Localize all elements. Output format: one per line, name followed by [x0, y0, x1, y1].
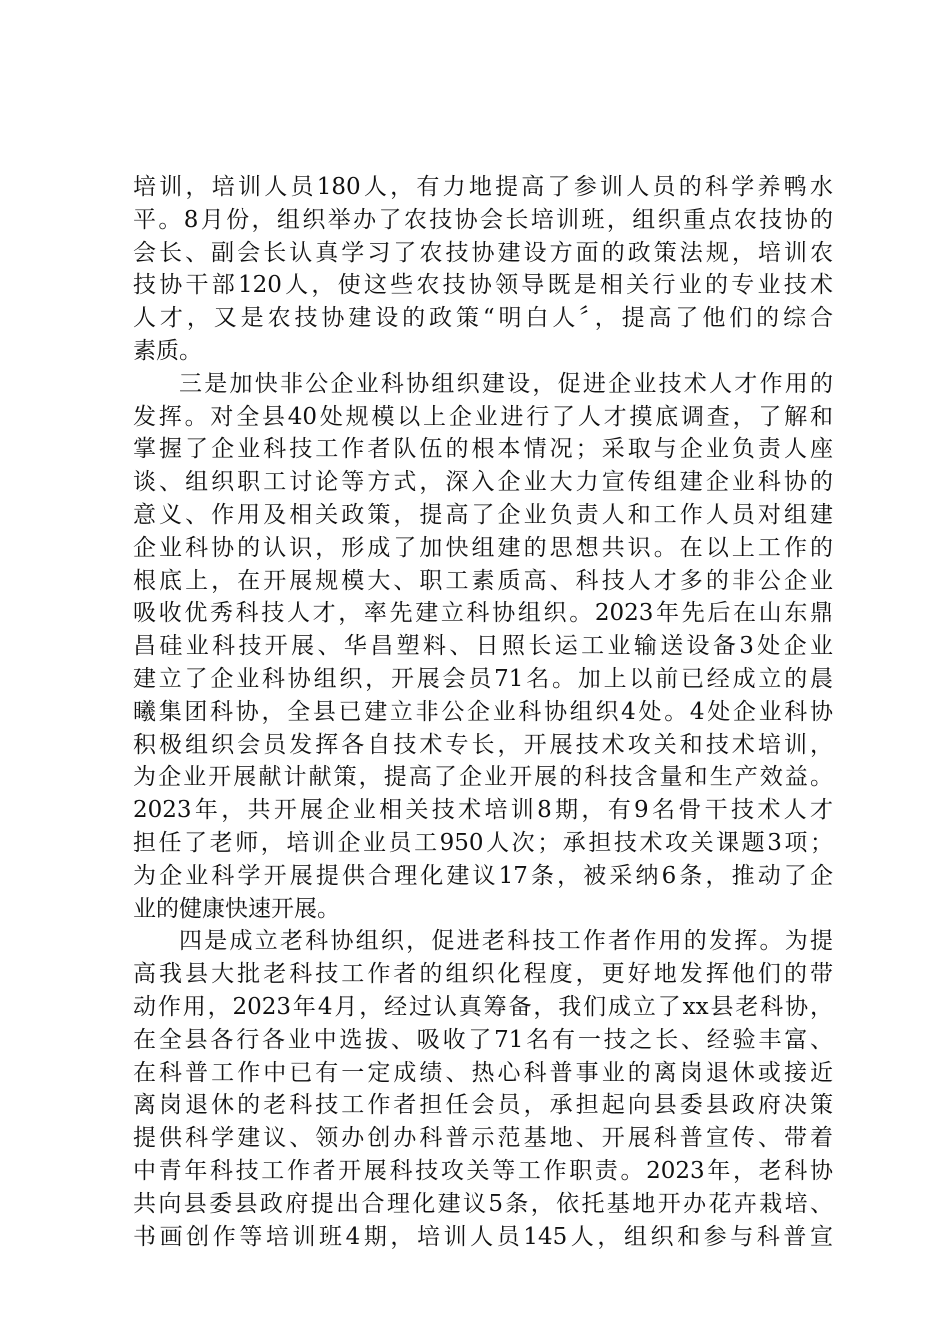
- text-line: 书画创作等培训班4期，培训人员145人，组织和参与科普宣: [133, 1223, 833, 1250]
- text-line: 动作用，2023年4月，经过认真筹备，我们成立了xx县老科协，: [133, 993, 833, 1020]
- paragraph: [133, 368, 833, 926]
- paragraph: [133, 925, 833, 1253]
- text-line: 昌硅业科技开展、华昌塑料、日照长运工业输送设备3处企业: [133, 633, 833, 660]
- text-line: 三是加快非公企业科协组织建设，促进企业技术人才作用的: [179, 370, 833, 397]
- body-text: [133, 171, 833, 1253]
- text-line: 为企业开展献计献策，提高了企业开展的科技含量和生产效益。: [133, 764, 833, 791]
- text-line: 掌握了企业科技工作者队伍的根本情况；采取与企业负责人座: [133, 436, 833, 463]
- text-line: 吸收优秀科技人才，率先建立科协组织。2023年先后在山东鼎: [133, 600, 833, 627]
- text-line: 积极组织会员发挥各自技术专长，开展技术攻关和技术培训，: [133, 731, 833, 758]
- text-line: 提供科学建议、领办创办科普示范基地、开展科普宣传、带着: [133, 1125, 833, 1152]
- paragraph: [133, 171, 833, 368]
- text-line: 中青年科技工作者开展科技攻关等工作职责。2023年，老科协: [133, 1157, 833, 1184]
- text-line: 会长、副会长认真学习了农技协建设方面的政策法规，培训农: [133, 239, 833, 266]
- text-line: 根底上，在开展规模大、职工素质高、科技人才多的非公企业: [133, 567, 833, 594]
- text-line: 培训，培训人员180人，有力地提高了参训人员的科学养鸭水: [133, 174, 833, 200]
- text-line: 在全县各行各业中选拔、吸收了71名有一技之长、经验丰富、: [133, 1026, 833, 1053]
- text-line: 技协干部120人，使这些农技协领导既是相关行业的专业技术: [133, 272, 833, 299]
- text-line: 担任了老师，培训企业员工950人次；承担技术攻关课题3项；: [133, 829, 833, 856]
- text-line: 2023年，共开展企业相关技术培训8期，有9名骨干技术人才: [133, 797, 833, 824]
- text-line: 素质。: [133, 337, 202, 364]
- text-line: 为企业科学开展提供合理化建议17条，被采纳6条，推动了企: [133, 862, 833, 889]
- text-line: 意义、作用及相关政策，提高了企业负责人和工作人员对组建: [133, 501, 833, 528]
- text-line: 人才，又是农技协建设的政策“明白人〞，提高了他们的综合: [133, 305, 833, 332]
- text-line: 高我县大批老科技工作者的组织化程度，更好地发挥他们的带: [133, 961, 833, 988]
- text-line: 谈、组织职工讨论等方式，深入企业大力宣传组建企业科协的: [133, 469, 833, 496]
- text-line: 离岗退休的老科技工作者担任会员，承担起向县委县政府决策: [133, 1092, 833, 1119]
- text-line: 四是成立老科协组织，促进老科技工作者作用的发挥。为提: [179, 928, 833, 955]
- text-line: 企业科协的认识，形成了加快组建的思想共识。在以上工作的: [133, 534, 833, 561]
- text-line: 平。8月份，组织举办了农技协会长培训班，组织重点农技协的: [133, 206, 833, 233]
- text-line: 建立了企业科协组织，开展会员71名。加上以前已经成立的晨: [133, 665, 833, 692]
- text-line: 共向县委县政府提出合理化建议5条，依托基地开办花卉栽培、: [133, 1190, 833, 1217]
- text-line: 曦集团科协，全县已建立非公企业科协组织4处。4处企业科协: [133, 698, 833, 725]
- text-line: 发挥。对全县40处规模以上企业进行了人才摸底调查，了解和: [133, 403, 833, 430]
- text-line: 在科普工作中已有一定成绩、热心科普事业的离岗退休或接近: [133, 1059, 833, 1086]
- text-line: 业的健康快速开展。: [133, 895, 340, 922]
